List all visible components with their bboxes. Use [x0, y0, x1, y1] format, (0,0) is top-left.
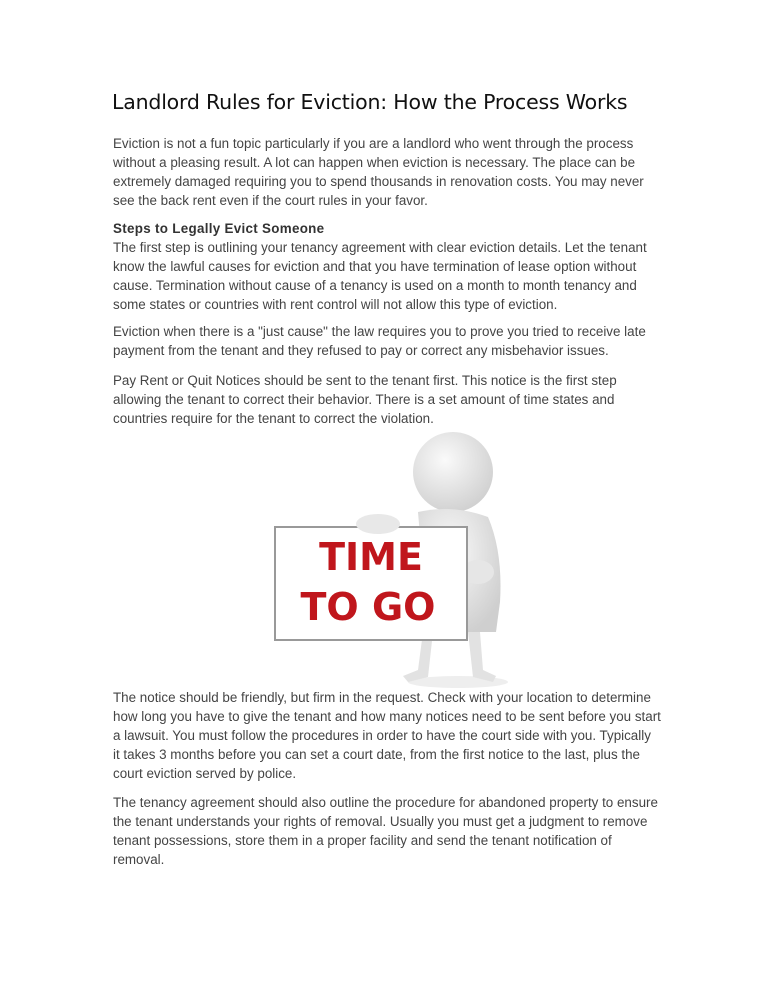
- section-block: [113, 219, 661, 314]
- intro-paragraph: Eviction is not a fun topic particularly if you are a landlord who went through the process without a pleasing result. A lot can happen when eviction is necessary. The place can be extremely damaged requiring you to spend thousands in renovation costs. You may never see the back rent even if the court rules in your favor.: [113, 136, 644, 208]
- sign-text-line2: TO GO: [300, 585, 436, 629]
- time-to-go-illustration: [268, 432, 518, 690]
- page-title: Landlord Rules for Eviction: How the Process Works: [112, 90, 628, 114]
- paragraph: The tenancy agreement should also outline the procedure for abandoned property to ensure the tenant understands your rights of removal. Usually you must get a judgment to remove tenant possessions, store them in a proper facility and send the tenant notification of removal.: [113, 795, 658, 867]
- paragraph: The notice should be friendly, but firm in the request. Check with your location to determine how long you have to give the tenant and how many notices need to be sent before you start a lawsuit. You must follow the procedures in order to have the court side with you. Typically it takes 3 months before you can set a court date, from the first notice to the last, plus the court eviction served by police.: [113, 690, 661, 781]
- paragraph: Pay Rent or Quit Notices should be sent to the tenant first. This notice is the first step allowing the tenant to correct their behavior. There is a set amount of time states and countries require for the tenant to correct the violation.: [113, 373, 617, 426]
- section-heading: Steps to Legally Evict Someone: [113, 221, 325, 236]
- paragraph: Eviction when there is a "just cause" the law requires you to prove you tried to receive late payment from the tenant and they refused to pay or correct any misbehavior issues.: [113, 324, 646, 358]
- paragraph: The first step is outlining your tenancy agreement with clear eviction details. Let the tenant know the lawful causes for eviction and that you have termination of lease option without cause. Termination without cause of a tenancy is used on a month to month tenancy and some states or countries with rent control will not allow this type of eviction.: [113, 240, 647, 312]
- sign-text-line1: TIME: [319, 535, 423, 579]
